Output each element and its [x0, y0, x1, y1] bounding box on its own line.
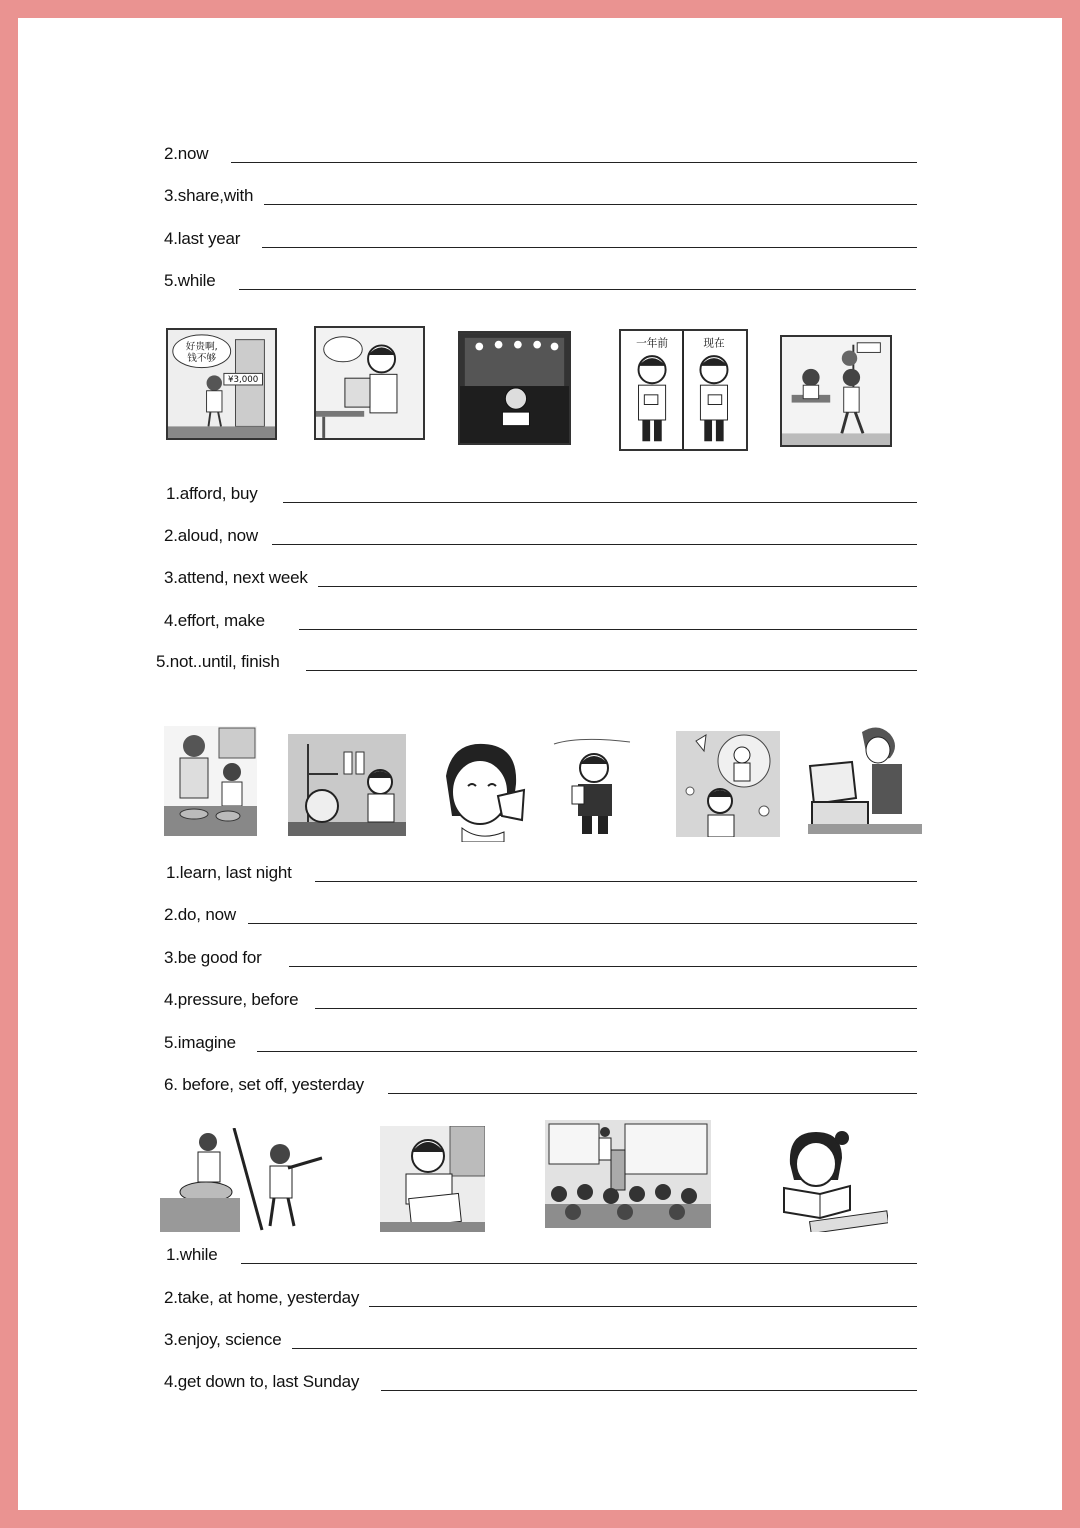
exercise-line	[18, 484, 1062, 508]
prompt-label: 4.get down to, last Sunday	[164, 1372, 360, 1391]
answer-blank[interactable]	[306, 670, 917, 671]
exercise-line	[18, 611, 1062, 635]
exercise-line	[18, 144, 1062, 168]
exercise-line	[18, 1033, 1062, 1057]
answer-blank[interactable]	[283, 502, 917, 503]
prompt-label: 2.now	[164, 144, 209, 163]
picture-shopping-girl	[166, 328, 277, 440]
prompt-label: 3.be good for	[164, 948, 262, 967]
prompt-label: 4.effort, make	[164, 611, 265, 630]
speech-bubble-line2: 钱不够	[187, 352, 217, 364]
picture-boy-writing	[380, 1126, 485, 1232]
prompt-label: 2.aloud, now	[164, 526, 259, 545]
prompt-label: 1.learn, last night	[166, 863, 292, 882]
exercise-line	[18, 1075, 1062, 1099]
exercise-line	[18, 271, 1062, 295]
picture-cooking-violin	[160, 1128, 330, 1232]
answer-blank[interactable]	[315, 1008, 917, 1009]
answer-blank[interactable]	[292, 1348, 917, 1349]
year-ago-caption: 一年前	[636, 336, 669, 350]
exercise-line	[18, 186, 1062, 210]
picture-girl-reading	[770, 1124, 888, 1232]
answer-blank[interactable]	[315, 881, 917, 882]
exercise-line	[18, 990, 1062, 1014]
now-caption: 现在	[703, 336, 725, 350]
picture-space-dream	[676, 731, 780, 837]
prompt-label: 3.attend, next week	[164, 568, 308, 587]
picture-concert	[458, 331, 571, 445]
answer-blank[interactable]	[248, 923, 917, 924]
answer-blank[interactable]	[369, 1306, 917, 1307]
exercise-line	[18, 1372, 1062, 1396]
prompt-label: 1.afford, buy	[166, 484, 258, 503]
prompt-label: 1.while	[166, 1245, 218, 1264]
prompt-label: 2.take, at home, yesterday	[164, 1288, 360, 1307]
exercise-line	[18, 948, 1062, 972]
picture-mother-cooking	[164, 726, 257, 836]
answer-blank[interactable]	[318, 586, 917, 587]
exercise-line	[18, 1288, 1062, 1312]
exercise-line	[18, 568, 1062, 592]
answer-blank[interactable]	[257, 1051, 917, 1052]
answer-blank[interactable]	[289, 966, 917, 967]
answer-blank[interactable]	[241, 1263, 917, 1264]
prompt-label: 6. before, set off, yesterday	[164, 1075, 364, 1094]
answer-blank[interactable]	[272, 544, 917, 545]
answer-blank[interactable]	[299, 629, 917, 630]
exercise-line	[18, 863, 1062, 887]
answer-blank[interactable]	[381, 1390, 917, 1391]
prompt-label: 3.enjoy, science	[164, 1330, 282, 1349]
worksheet-page	[18, 18, 1062, 1510]
picture-girl-drinking	[432, 736, 530, 842]
answer-blank[interactable]	[264, 204, 917, 205]
answer-blank[interactable]	[239, 289, 916, 290]
speech-bubble-line1: 好贵啊,	[185, 341, 218, 353]
exercise-line	[18, 1330, 1062, 1354]
picture-lecture-hall	[545, 1120, 711, 1228]
price-tag: ¥3,000	[228, 375, 259, 386]
picture-boy-worried	[550, 736, 640, 838]
answer-blank[interactable]	[388, 1093, 917, 1094]
answer-blank[interactable]	[231, 162, 917, 163]
picture-year-ago-now	[619, 329, 748, 451]
prompt-label: 5.while	[164, 271, 216, 290]
picture-boy-reading	[314, 326, 425, 440]
prompt-label: 4.pressure, before	[164, 990, 299, 1009]
prompt-label: 2.do, now	[164, 905, 236, 924]
prompt-label: 4.last year	[164, 229, 241, 248]
picture-science-lab	[288, 734, 406, 836]
exercise-line	[18, 526, 1062, 550]
prompt-label: 3.share,with	[164, 186, 254, 205]
exercise-line	[18, 229, 1062, 253]
exercise-line	[18, 905, 1062, 929]
exercise-line	[18, 652, 1062, 676]
picture-packing-suitcase	[808, 724, 922, 834]
prompt-label: 5.imagine	[164, 1033, 236, 1052]
picture-basketball	[780, 335, 892, 447]
exercise-line	[18, 1245, 1062, 1269]
answer-blank[interactable]	[262, 247, 917, 248]
prompt-label: 5.not..until, finish	[156, 652, 280, 671]
